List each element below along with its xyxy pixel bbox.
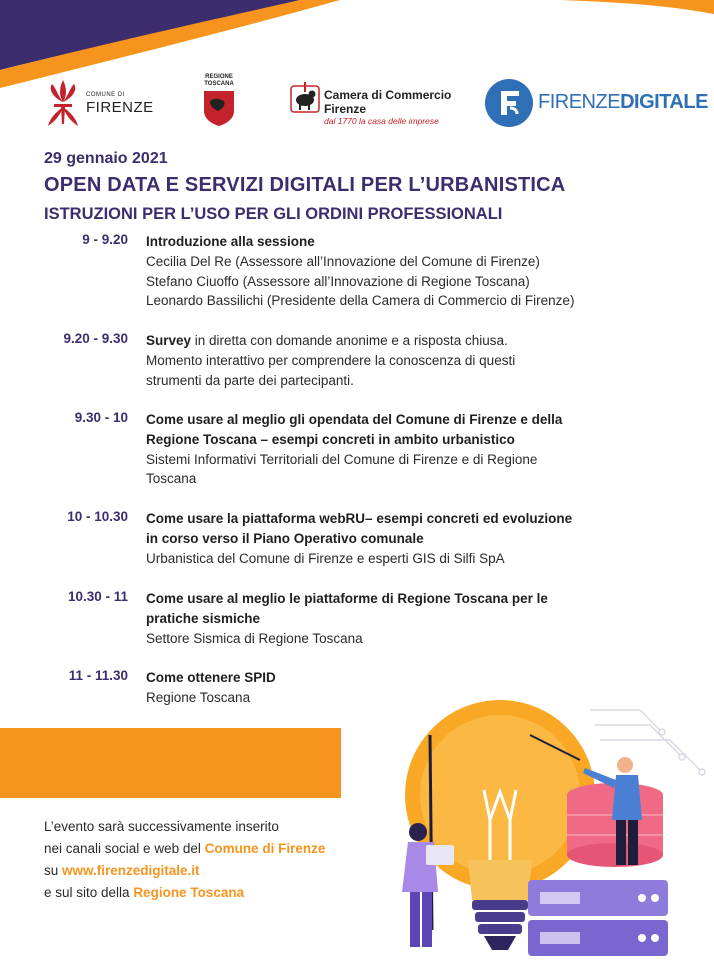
- agenda-line: Urbanistica del Comune di Firenze e esperti GIS di Silfi SpA: [146, 550, 505, 566]
- illustration: [380, 680, 714, 965]
- agenda-body: [146, 509, 686, 568]
- footer-note: [44, 816, 325, 904]
- agenda-heading: in corso verso il Piano Operativo comunale: [146, 530, 424, 546]
- page-title: OPEN DATA E SERVIZI DIGITALI PER L’URBANISTICA: [44, 174, 566, 196]
- agenda-body: [146, 232, 686, 311]
- agenda-body: [146, 410, 686, 489]
- footer-line-2-text: nei canali social e web del: [44, 841, 205, 856]
- agenda-line: Regione Toscana: [146, 689, 251, 705]
- orange-band: [0, 728, 341, 798]
- page-subtitle: ISTRUZIONI PER L’USO PER GLI ORDINI PROFESSIONALI: [44, 205, 503, 223]
- agenda-heading: Come usare al meglio le piattaforme di Regione Toscana per le: [146, 591, 548, 606]
- lamb-icon: [290, 80, 320, 116]
- agenda-heading: Come ottenere SPID: [146, 670, 276, 685]
- agenda-body: [146, 331, 686, 390]
- logo-firenze-digitale: [484, 78, 708, 128]
- firenzedigitale-link[interactable]: www.firenzedigitale.it: [62, 863, 200, 878]
- circuit-lines: [590, 710, 705, 775]
- agenda-heading: Come usare al meglio gli opendata del Comune di Firenze e della: [146, 412, 563, 427]
- agenda-heading: Regione Toscana – esempi concreti in ambito urbanistico: [146, 431, 515, 447]
- fd-label-part1: FIRENZE: [538, 91, 621, 113]
- agenda-line: Toscana: [146, 471, 197, 487]
- comune-sub-label: COMUNE DI: [86, 92, 125, 98]
- regione-shield-icon: [196, 89, 242, 127]
- firenze-digitale-icon: [484, 78, 534, 128]
- agenda-line: Cecilia Del Re (Assessore all’Innovazione del Comune di Firenze): [146, 253, 540, 269]
- agenda-line: Leonardo Bassilichi (Presidente della Camera di Commercio di Firenze): [146, 293, 575, 309]
- fd-label-part2: DIGITALE: [620, 91, 708, 113]
- agenda-line: strumenti da parte dei partecipanti.: [146, 372, 354, 388]
- agenda-time: 10 - 10.30: [67, 509, 128, 524]
- logo-comune-firenze: [44, 78, 156, 128]
- regione-toscana-link[interactable]: Regione Toscana: [133, 885, 245, 900]
- footer-line-1: L’evento sarà successivamente inserito: [44, 819, 279, 834]
- agenda-heading: Come usare la piattaforma webRU– esempi concreti ed evoluzione: [146, 511, 573, 526]
- agenda-line: Stefano Ciuoffo (Assessore all’Innovazione di Regione Toscana): [146, 273, 530, 289]
- regione-label-1: REGIONE: [205, 74, 233, 80]
- top-decoration: [0, 0, 714, 90]
- footer-line-2: [44, 838, 325, 860]
- agenda-line: Momento interattivo per comprendere la conoscenza di questi: [146, 352, 516, 368]
- comune-main-label: FIRENZE: [86, 99, 154, 116]
- agenda-line: Settore Sismica di Regione Toscana: [146, 630, 363, 646]
- event-date: 29 gennaio 2021: [44, 150, 168, 167]
- agenda-time: 9.30 - 10: [74, 410, 128, 425]
- footer-line-3: [44, 860, 325, 882]
- agenda-time: 9.20 - 9.30: [63, 331, 128, 346]
- camera-label-1: Camera di Commercio: [324, 88, 452, 102]
- camera-label-2: Firenze: [324, 102, 367, 116]
- footer-line-4: [44, 882, 325, 904]
- agenda-time: 11 - 11.30: [68, 668, 128, 683]
- agenda-body: [146, 589, 686, 648]
- agenda-heading: pratiche sismiche: [146, 610, 261, 626]
- agenda-lead: Survey: [146, 333, 192, 348]
- logo-camera-commercio: [290, 80, 465, 130]
- agenda-lead-rest: in diretta con domande anonime e a risposta chiusa.: [191, 333, 508, 348]
- agenda-time: 10.30 - 11: [67, 589, 128, 604]
- agenda-line: Sistemi Informativi Territoriali del Comune di Firenze e di Regione: [146, 451, 538, 467]
- regione-label-2: TOSCANA: [204, 80, 234, 87]
- fleur-de-lis-icon: [44, 78, 82, 128]
- footer-line-3-text: su: [44, 863, 63, 878]
- agenda-lead-line: [146, 331, 686, 351]
- firenze-digitale-label: [538, 91, 708, 114]
- logo-regione-toscana: [196, 74, 242, 130]
- footer-line-4-text: e sul sito della: [44, 885, 134, 900]
- agenda-heading: Introduzione alla sessione: [146, 234, 315, 249]
- agenda-time: 9 - 9.20: [82, 232, 128, 247]
- comune-firenze-link[interactable]: Comune di Firenze: [204, 841, 326, 856]
- camera-tagline: dal 1770 la casa delle imprese: [324, 116, 439, 126]
